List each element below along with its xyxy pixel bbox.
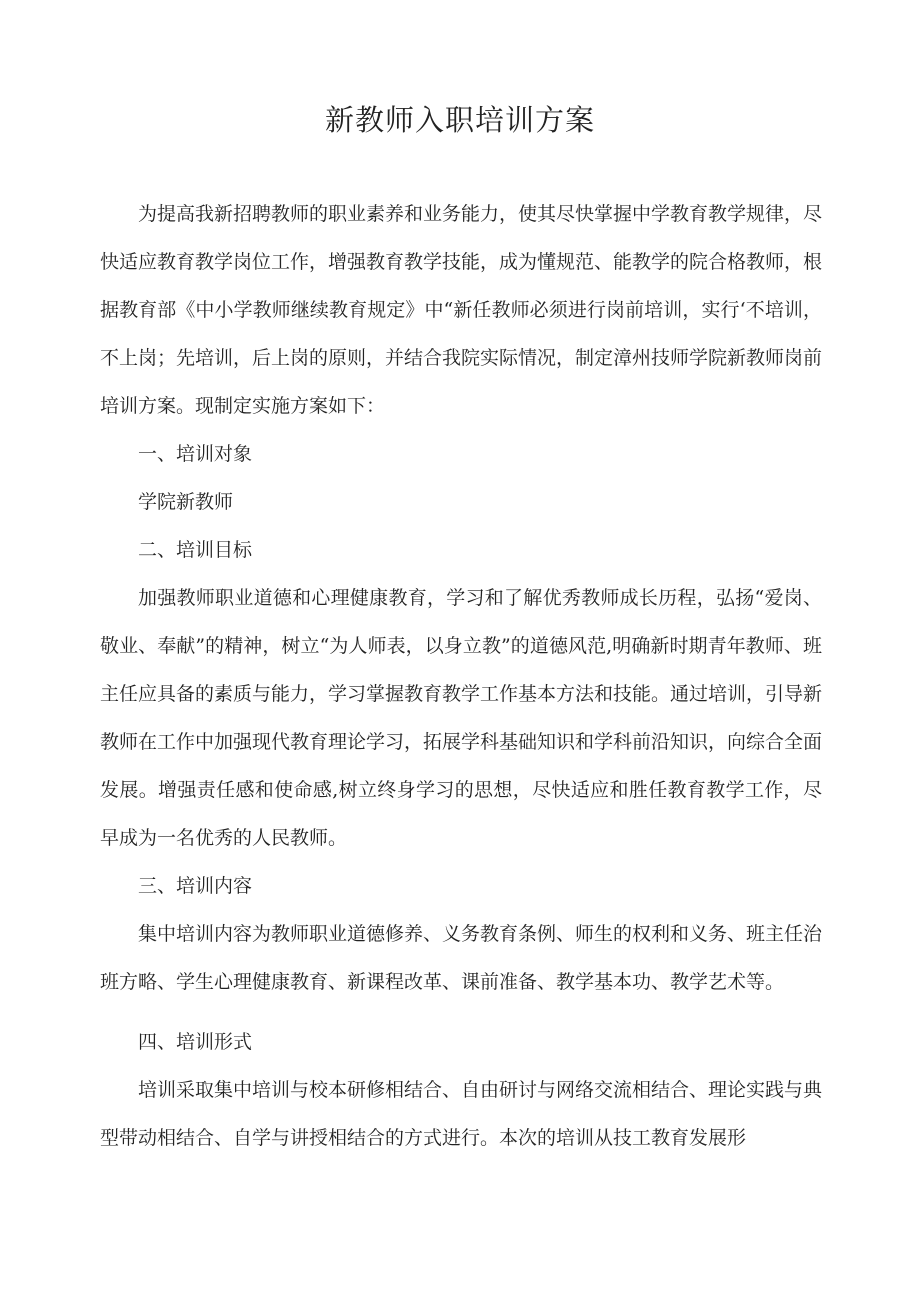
document-body <box>100 190 822 1162</box>
section-heading-goals: 二、培训目标 <box>138 539 253 561</box>
document-title: 新教师入职培训方案 <box>324 103 595 137</box>
section-text-goals: 加强教师职业道德和心理健康教育，学习和了解优秀教师成长历程，弘扬“爱岗、敬业、奉献”的精神，树立“为人师表，以身立教”的道德风范,明确新时期青年教师、班主任应具备的素质与能力，学习掌握教育教学工作基本方法和技能。通过培训，引导新教师在工作中加强现代教育理论学习，拓展学科基础知识和学科前沿知识，向综合全面发展。增强责任感和使命感,树立终身学习的思想，尽快适应和胜任教育教学工作，尽早成为一名优秀的人民教师。 <box>100 587 823 849</box>
section-heading-content: 三、培训内容 <box>138 875 253 897</box>
intro-paragraph: 为提高我新招聘教师的职业素养和业务能力，使其尽快掌握中学教育教学规律，尽快适应教育教学岗位工作，增强教育教学技能，成为懂规范、能教学的院合格教师，根据教育部《中小学教师继续教育规定》中“新任教师必须进行岗前培训，实行‘不培训，不上岗；先培训，后上岗的原则，并结合我院实际情况，制定漳州技师学院新教师岗前培训方案。现制定实施方案如下： <box>100 203 823 417</box>
section-text-target: 学院新教师 <box>138 491 234 513</box>
section-text-content: 集中培训内容为教师职业道德修养、义务教育条例、师生的权利和义务、班主任治班方略、学生心理健康教育、新课程改革、课前准备、教学基本功、教学艺术等。 <box>100 923 823 993</box>
section-heading-target: 一、培训对象 <box>138 443 253 465</box>
section-text-format: 培训采取集中培训与校本研修相结合、自由研讨与网络交流相结合、理论实践与典型带动相结合、自学与讲授相结合的方式进行。本次的培训从技工教育发展形 <box>100 1079 823 1149</box>
section-heading-format: 四、培训形式 <box>138 1031 253 1053</box>
paragraph-spacer <box>100 1006 822 1018</box>
